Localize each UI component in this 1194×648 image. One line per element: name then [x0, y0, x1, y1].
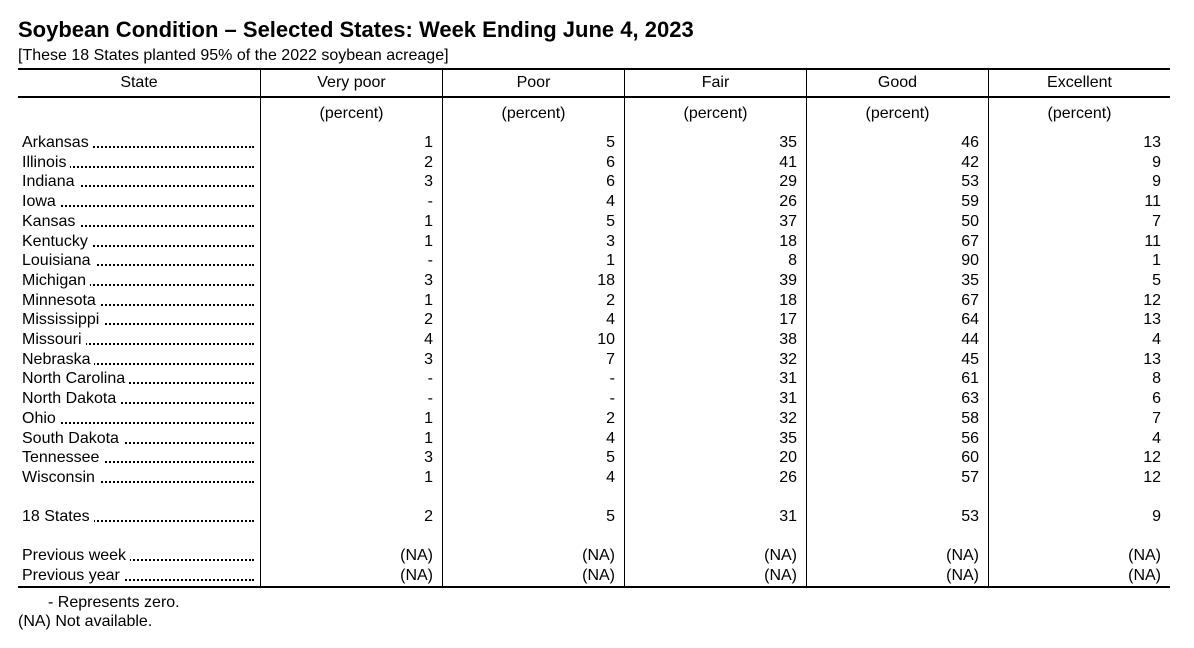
column-header-poor: Poor: [516, 74, 551, 91]
value-cell: 58: [961, 410, 979, 427]
row-stub: [22, 153, 254, 173]
value-cell: 1: [424, 134, 433, 151]
value-cell: 3: [424, 173, 433, 190]
row-stub: [22, 546, 254, 566]
state-name: Michigan: [22, 272, 90, 289]
value-cell: 61: [961, 370, 979, 387]
table-row: [0, 271, 1194, 291]
value-cell: 1: [424, 292, 433, 309]
value-cell: 13: [1143, 134, 1161, 151]
unit-label: (percent): [501, 105, 566, 122]
value-cell: (NA): [1128, 547, 1161, 564]
row-stub: [22, 232, 254, 252]
value-cell: (NA): [582, 566, 615, 584]
value-cell: 9: [1152, 154, 1161, 171]
footnote-na: (NA) Not available.: [18, 613, 153, 630]
value-cell: 1: [424, 469, 433, 486]
value-cell: 2: [424, 311, 433, 328]
value-cell: 59: [961, 193, 979, 210]
state-name: South Dakota: [22, 430, 123, 447]
value-cell: 5: [606, 134, 615, 151]
value-cell: 7: [1152, 410, 1161, 427]
value-cell: 32: [779, 410, 797, 427]
column-header-very-poor: Very poor: [317, 74, 386, 91]
value-cell: 2: [424, 508, 433, 525]
value-cell: 31: [779, 390, 797, 407]
value-cell: 63: [961, 390, 979, 407]
column-header-state: State: [120, 74, 158, 91]
value-cell: 35: [779, 134, 797, 151]
unit-label: (percent): [319, 105, 384, 122]
value-cell: 35: [779, 430, 797, 447]
table-row: [0, 468, 1194, 488]
state-name: 18 States: [22, 508, 94, 525]
table-row: [0, 153, 1194, 173]
table-subtitle: [These 18 States planted 95% of the 2022 soybean acreage]: [18, 47, 449, 64]
value-cell: 5: [1152, 272, 1161, 289]
value-cell: 31: [779, 508, 797, 525]
value-cell: 4: [1152, 331, 1161, 348]
value-cell: 6: [606, 154, 615, 171]
state-name: Missouri: [22, 331, 86, 348]
value-cell: 90: [961, 252, 979, 269]
value-cell: 8: [788, 252, 797, 269]
value-cell: 1: [424, 213, 433, 230]
value-cell: -: [609, 390, 615, 407]
value-cell: -: [427, 370, 433, 387]
value-cell: 50: [961, 213, 979, 230]
value-cell: 9: [1152, 173, 1161, 190]
state-name: Previous week: [22, 547, 130, 564]
row-stub: [22, 448, 254, 468]
state-name: Wisconsin: [22, 469, 99, 486]
column-header-excellent: Excellent: [1047, 74, 1112, 91]
table-row: [0, 429, 1194, 449]
value-cell: 57: [961, 469, 979, 486]
table-row: [0, 192, 1194, 212]
value-cell: 32: [779, 351, 797, 368]
value-cell: (NA): [764, 566, 797, 584]
value-cell: 11: [1144, 193, 1161, 210]
value-cell: (NA): [764, 547, 797, 564]
value-cell: 4: [606, 430, 615, 447]
value-cell: 4: [606, 193, 615, 210]
value-cell: 60: [961, 449, 979, 466]
value-cell: 1: [424, 410, 433, 427]
value-cell: 41: [779, 154, 797, 171]
state-name: Previous year: [22, 567, 124, 584]
table-row: [0, 310, 1194, 330]
value-cell: 39: [779, 272, 797, 289]
row-stub: [22, 192, 254, 212]
row-stub: [22, 507, 254, 527]
value-cell: 38: [779, 331, 797, 348]
unit-label: (percent): [683, 105, 748, 122]
row-stub: [22, 330, 254, 350]
value-cell: 2: [606, 410, 615, 427]
state-name: Louisiana: [22, 252, 95, 269]
table-row: [0, 251, 1194, 271]
row-stub: [22, 468, 254, 488]
value-cell: 12: [1143, 292, 1161, 309]
row-stub: [22, 429, 254, 449]
unit-label: (percent): [865, 105, 930, 122]
value-cell: -: [427, 390, 433, 407]
unit-label: (percent): [1047, 105, 1112, 122]
value-cell: 4: [606, 469, 615, 486]
value-cell: 2: [606, 292, 615, 309]
state-name: Mississippi: [22, 311, 103, 328]
column-header-good: Good: [877, 74, 918, 91]
value-cell: 26: [779, 193, 797, 210]
value-cell: 5: [606, 213, 615, 230]
value-cell: 18: [779, 233, 797, 250]
value-cell: 9: [1152, 508, 1161, 525]
row-stub: [22, 369, 254, 389]
value-cell: 4: [1152, 430, 1161, 447]
value-cell: 5: [606, 449, 615, 466]
table-row: [0, 350, 1194, 370]
value-cell: -: [427, 252, 433, 269]
row-stub: [22, 291, 254, 311]
row-stub: [22, 310, 254, 330]
state-name: North Dakota: [22, 390, 120, 407]
state-name: Ohio: [22, 410, 60, 427]
value-cell: 3: [424, 272, 433, 289]
table-row: [0, 409, 1194, 429]
comparison-row: [0, 566, 1194, 586]
row-stub: [22, 172, 254, 192]
state-name: Illinois: [22, 154, 70, 171]
value-cell: 7: [606, 351, 615, 368]
value-cell: 56: [961, 430, 979, 447]
value-cell: (NA): [946, 566, 979, 584]
value-cell: 13: [1143, 311, 1161, 328]
state-name: Iowa: [22, 193, 60, 210]
value-cell: (NA): [1128, 566, 1161, 584]
value-cell: 5: [606, 508, 615, 525]
value-cell: 13: [1143, 351, 1161, 368]
value-cell: 18: [779, 292, 797, 309]
table-row: [0, 389, 1194, 409]
table-row: [0, 448, 1194, 468]
state-name: Arkansas: [22, 134, 93, 151]
value-cell: 44: [961, 331, 979, 348]
row-stub: [22, 350, 254, 370]
comparison-row: [0, 546, 1194, 566]
value-cell: 10: [597, 331, 615, 348]
value-cell: 2: [424, 154, 433, 171]
value-cell: (NA): [582, 547, 615, 564]
value-cell: 17: [779, 311, 797, 328]
state-name: Kansas: [22, 213, 79, 230]
value-cell: 26: [779, 469, 797, 486]
total-row: [0, 507, 1194, 527]
value-cell: 6: [1152, 390, 1161, 407]
value-cell: 29: [779, 173, 797, 190]
value-cell: 18: [597, 272, 615, 289]
value-cell: 3: [424, 449, 433, 466]
table-row: [0, 232, 1194, 252]
value-cell: 46: [961, 134, 979, 151]
table-row: [0, 369, 1194, 389]
value-cell: 35: [961, 272, 979, 289]
table-row: [0, 212, 1194, 232]
value-cell: 20: [779, 449, 797, 466]
footnote-zero: - Represents zero.: [48, 594, 180, 611]
row-stub: [22, 271, 254, 291]
value-cell: -: [427, 193, 433, 210]
value-cell: (NA): [400, 566, 433, 584]
column-header-fair: Fair: [701, 74, 730, 91]
row-stub: [22, 251, 254, 271]
value-cell: 6: [606, 173, 615, 190]
table-title: Soybean Condition – Selected States: Week Ending June 4, 2023: [18, 17, 694, 42]
value-cell: 67: [961, 233, 979, 250]
value-cell: 12: [1143, 449, 1161, 466]
state-name: Indiana: [22, 173, 79, 190]
state-name: Tennessee: [22, 449, 103, 466]
value-cell: 11: [1144, 233, 1161, 250]
row-stub: [22, 566, 254, 586]
table-row: [0, 172, 1194, 192]
value-cell: 4: [424, 331, 433, 348]
value-cell: 45: [961, 351, 979, 368]
value-cell: 3: [424, 351, 433, 368]
row-stub: [22, 212, 254, 232]
value-cell: 12: [1143, 469, 1161, 486]
value-cell: 37: [779, 213, 797, 230]
value-cell: 4: [606, 311, 615, 328]
value-cell: 1: [1152, 252, 1161, 269]
table-row: [0, 330, 1194, 350]
row-stub: [22, 133, 254, 153]
header-rule: [18, 96, 1170, 98]
state-name: Minnesota: [22, 292, 100, 309]
value-cell: 42: [961, 154, 979, 171]
value-cell: (NA): [400, 547, 433, 564]
value-cell: 8: [1152, 370, 1161, 387]
value-cell: 67: [961, 292, 979, 309]
value-cell: 3: [606, 233, 615, 250]
value-cell: 1: [606, 252, 615, 269]
state-name: Nebraska: [22, 351, 94, 368]
value-cell: (NA): [946, 547, 979, 564]
value-cell: 31: [779, 370, 797, 387]
state-name: North Carolina: [22, 370, 129, 387]
row-stub: [22, 389, 254, 409]
value-cell: 53: [961, 173, 979, 190]
table-row: [0, 291, 1194, 311]
value-cell: -: [609, 370, 615, 387]
value-cell: 1: [424, 430, 433, 447]
state-name: Kentucky: [22, 233, 92, 250]
value-cell: 7: [1152, 213, 1161, 230]
value-cell: 53: [961, 508, 979, 525]
value-cell: 64: [961, 311, 979, 328]
table-row: [0, 133, 1194, 153]
row-stub: [22, 409, 254, 429]
value-cell: 1: [424, 233, 433, 250]
